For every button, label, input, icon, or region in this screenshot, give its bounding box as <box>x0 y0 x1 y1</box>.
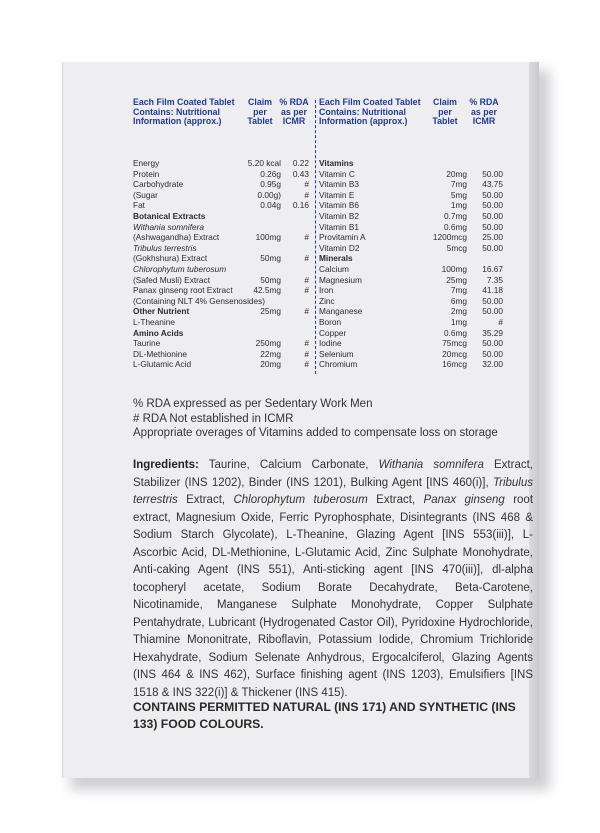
claim-value: 20mg <box>260 359 281 370</box>
note-rda-basis: % RDA expressed as per Sedentary Work Men <box>133 398 373 410</box>
rda-value: 0.43 <box>292 168 309 179</box>
nutrient-name: Chromium <box>319 359 358 370</box>
rda-value <box>281 211 309 222</box>
table-row <box>319 200 503 211</box>
claim-value: 75mcg <box>442 338 467 349</box>
claim-value: 25mg <box>446 274 467 285</box>
nutrient-name: Copper <box>319 327 347 338</box>
claim-value: 0.26g <box>260 168 281 179</box>
claim-value: 250mg <box>255 338 281 349</box>
claim-value: 0.6mg <box>443 221 467 232</box>
rda-notes <box>133 397 533 441</box>
claim-value: 22mg <box>260 348 281 359</box>
table-row <box>319 190 503 201</box>
header-rda: % RDA as per ICMR <box>279 97 309 127</box>
header-nutrient: Each Film Coated Tablet Contains: Nutritional Information (approx.) <box>133 97 235 127</box>
claim-value: 100mg <box>441 263 467 274</box>
table-row <box>133 190 309 201</box>
table-row <box>319 179 503 190</box>
table-row <box>133 285 309 296</box>
table-row <box>133 232 309 243</box>
table-row <box>133 338 309 349</box>
nutrient-name: Provitamin A <box>319 232 366 243</box>
rda-value: 50.00 <box>482 242 503 253</box>
table-row <box>133 264 309 275</box>
rda-value: # <box>304 338 309 349</box>
claim-value <box>237 317 281 328</box>
ingredients-label: Ingredients: <box>133 459 199 471</box>
table-row <box>319 243 503 254</box>
nutrient-name: Protein <box>133 168 160 179</box>
rda-value: 7.35 <box>486 274 503 285</box>
claim-value: 16mcg <box>442 359 467 370</box>
note-overages: Appropriate overages of Vitamins added to compensate loss on storage <box>133 427 498 439</box>
column-divider <box>315 100 316 374</box>
table-row <box>319 306 503 317</box>
rda-value <box>467 253 503 264</box>
rda-value <box>281 328 309 339</box>
nutrient-name: Energy <box>133 158 160 168</box>
header-claim: Claim per Tablet <box>247 97 273 127</box>
table-row <box>133 158 309 169</box>
rda-value: # <box>498 316 503 327</box>
nutrient-name: Vitamin B3 <box>319 179 359 190</box>
claim-value <box>237 243 281 254</box>
botanical-name: Tribulus terrestris <box>133 476 533 506</box>
claim-value: 0.04g <box>260 200 281 211</box>
note-rda-not-established: # RDA Not established in ICMR <box>133 412 294 425</box>
table-row <box>319 285 503 296</box>
claim-value: 0.95g <box>260 179 281 190</box>
table-row <box>319 169 503 180</box>
table-row <box>319 222 503 233</box>
claim-value: 100mg <box>255 232 281 243</box>
nutrient-name: Chlorophytum tuberosum <box>133 263 227 274</box>
rda-value: 50.00 <box>482 189 503 200</box>
rda-value <box>467 158 503 169</box>
rda-value: 50.00 <box>482 221 503 232</box>
rda-value <box>292 296 309 307</box>
nutrient-name: Vitamin D2 <box>319 242 360 253</box>
table-row <box>319 359 503 370</box>
nutrient-name: (Containing NLT 4% Gensenosides) <box>133 295 266 306</box>
nutrient-name: Withania somnifera <box>133 221 204 232</box>
table-row <box>133 275 309 286</box>
table-row <box>319 338 503 349</box>
table-row <box>133 306 309 317</box>
rda-value: 16.67 <box>482 263 503 274</box>
rda-value: 50.00 <box>482 295 503 306</box>
table-row <box>133 359 309 370</box>
table-row <box>319 158 503 169</box>
claim-value: 6mg <box>450 295 467 306</box>
rda-value: 50.00 <box>482 200 503 211</box>
rda-value <box>281 243 309 254</box>
rda-value: 32.00 <box>482 359 503 370</box>
header-rda: % RDA as per ICMR <box>469 97 499 127</box>
nutrient-name: Zinc <box>319 295 335 306</box>
rda-value: 50.00 <box>482 338 503 349</box>
product-box-panel <box>62 62 539 778</box>
rda-value: # <box>304 189 309 200</box>
table-row <box>319 317 503 328</box>
rda-value: 41.18 <box>482 285 503 296</box>
nutrient-name: L-Glutamic Acid <box>133 359 192 370</box>
rda-value: # <box>304 253 309 264</box>
rda-value <box>281 264 309 275</box>
botanical-name: Chlorophytum tuberosum <box>233 494 368 506</box>
nutrient-name: Fat <box>133 200 145 211</box>
rda-value: # <box>304 232 309 243</box>
table-row <box>133 169 309 180</box>
rda-value <box>281 222 309 233</box>
nutrient-name: Minerals <box>319 253 353 264</box>
table-row <box>319 296 503 307</box>
claim-value: 0.6mg <box>443 327 467 338</box>
nutrition-column-left <box>133 98 309 370</box>
nutrient-name: Selenium <box>319 348 354 359</box>
claim-value <box>237 222 281 233</box>
nutrient-name: Vitamin E <box>319 189 355 200</box>
nutrient-name: L-Theanine <box>133 316 175 327</box>
nutrient-name: Iron <box>319 285 334 296</box>
nutrient-name: Vitamin B6 <box>319 200 359 211</box>
rda-value: # <box>304 274 309 285</box>
botanical-name: Withania somnifera <box>378 459 484 471</box>
claim-value: 25mg <box>260 306 281 317</box>
claim-value: 5mcg <box>446 242 467 253</box>
rda-value <box>281 317 309 328</box>
nutrient-name: Manganese <box>319 306 363 317</box>
botanical-name: Panax ginseng <box>423 494 505 506</box>
rda-value: 0.22 <box>292 158 309 168</box>
rda-value: 50.00 <box>482 306 503 317</box>
claim-value: 0.00g) <box>257 189 281 200</box>
nutrient-name: (Safed Musli) Extract <box>133 274 210 285</box>
nutrient-name: Amino Acids <box>133 327 184 338</box>
nutrient-name: (Gokhshura) Extract <box>133 253 208 264</box>
claim-value: 1mg <box>450 200 467 211</box>
nutrient-name: Tribulus terrestris <box>133 242 197 253</box>
rda-value: 25.00 <box>482 232 503 243</box>
claim-value: 50mg <box>260 253 281 264</box>
claim-value: 2mg <box>450 306 467 317</box>
table-header <box>133 98 309 158</box>
ingredients-paragraph <box>133 457 533 702</box>
nutrient-name: Vitamin B1 <box>319 221 359 232</box>
table-row <box>133 179 309 190</box>
table-row <box>133 349 309 360</box>
claim-value <box>265 296 292 307</box>
nutrient-name: Panax ginseng root Extract <box>133 285 233 296</box>
rda-value: # <box>304 179 309 190</box>
nutrient-name: Vitamin B2 <box>319 210 359 221</box>
nutrient-name: Botanical Extracts <box>133 210 206 221</box>
claim-value <box>427 253 467 264</box>
nutrient-name: Vitamin C <box>319 168 355 179</box>
rda-value: 43.75 <box>482 179 503 190</box>
claim-value: 20mg <box>446 168 467 179</box>
claim-value <box>237 328 281 339</box>
rda-value: 50.00 <box>482 348 503 359</box>
claim-value <box>237 211 281 222</box>
nutrient-name: Taurine <box>133 338 161 349</box>
ingredient-text-segment: Taurine, Calcium Carbonate, <box>198 459 379 471</box>
claim-value: 42.5mg <box>253 285 281 296</box>
table-row <box>319 328 503 339</box>
rda-value: 50.00 <box>482 210 503 221</box>
rda-value: 35.29 <box>482 327 503 338</box>
header-claim: Claim per Tablet <box>432 97 458 127</box>
table-header <box>319 98 503 158</box>
nutrient-name: Vitamins <box>319 158 354 168</box>
nutrient-name: Calcium <box>319 263 349 274</box>
claim-value: 1mg <box>450 316 467 327</box>
table-row <box>133 200 309 211</box>
nutrient-name: Other Nutrient <box>133 306 190 317</box>
rda-value: # <box>304 348 309 359</box>
table-row <box>319 232 503 243</box>
header-nutrient: Each Film Coated Tablet Contains: Nutritional Information (approx.) <box>319 97 421 127</box>
nutrient-name: (Ashwagandha) Extract <box>133 232 220 243</box>
nutrient-name: Magnesium <box>319 274 362 285</box>
claim-value <box>237 264 281 275</box>
claim-value: 7mg <box>450 179 467 190</box>
ingredient-text-segment: Extract, <box>177 494 234 506</box>
nutrient-name: Iodine <box>319 338 342 349</box>
claim-value: 20mcg <box>442 348 467 359</box>
rda-value: 50.00 <box>482 168 503 179</box>
table-row <box>133 328 309 339</box>
food-colours-statement: CONTAINS PERMITTED NATURAL (INS 171) AND SYNTHETIC (INS 133) FOOD COLOURS. <box>133 700 516 731</box>
table-row <box>319 275 503 286</box>
rda-value: 0.16 <box>292 200 309 211</box>
right-rows <box>319 158 503 370</box>
claim-value: 0.7mg <box>443 210 467 221</box>
table-row <box>319 264 503 275</box>
claim-value: 1200mcg <box>432 232 467 243</box>
claim-value: 5.20 kcal <box>247 158 281 168</box>
ingredient-text-segment: Extract, Stabilizer (INS 1202), Binder (INS 1201), Bulking Agent [INS 460(i)], <box>133 459 533 489</box>
claim-value <box>427 158 467 169</box>
table-row <box>133 211 309 222</box>
rda-value: # <box>304 359 309 370</box>
claim-value: 50mg <box>260 274 281 285</box>
ingredients-text <box>133 459 533 699</box>
claim-value: 7mg <box>450 285 467 296</box>
table-row <box>133 243 309 254</box>
table-row <box>133 253 309 264</box>
table-row <box>319 349 503 360</box>
rda-value: # <box>304 285 309 296</box>
table-row <box>319 253 503 264</box>
table-row <box>319 211 503 222</box>
nutrient-name: Boron <box>319 316 342 327</box>
table-row <box>133 296 309 307</box>
nutrient-name: Carbohydrate <box>133 179 184 190</box>
table-row <box>133 222 309 233</box>
nutrient-name: (Sugar <box>133 189 158 200</box>
nutrition-column-right <box>319 98 503 370</box>
table-row <box>133 317 309 328</box>
claim-value: 5mg <box>450 189 467 200</box>
ingredient-text-segment: root extract, Magnesium Oxide, Ferric Pyrophosphate, Disintegrants (INS 468 & Sodium Starch Glycolate), L-Theanine, Glazing Agent [INS 553(iii)], L-Ascorbic Acid, DL-Methionine, L-Glutamic Acid, Zinc Sulphate Monohydrate, Anti-caking Agent (INS 551), Anti-sticking agent [INS 470(iii)], dl-alpha tocopheryl acetate, Sodium Borate Decahydrate, Beta-Carotene, Nicotinamide, Manganese Sulphate Monohydrate, Copper Sulphate Pentahydrate, Lubricant (Hydrogenated Castor Oil), Pyridoxine Hydrochloride, Thiamine Mononitrate, Riboflavin, Potassium Iodide, Chromium Trichloride Hexahydrate, Sodium Selenate Anhydrous, Ergocalciferol, Glazing Agents (INS 464 & INS 462), Surface finishing agent (INS 1203), Emulsifiers [INS 1518 & INS 322(i)] & Thickener (INS 415). <box>133 494 534 699</box>
ingredient-text-segment: Extract, <box>367 494 424 506</box>
nutrient-name: DL-Methionine <box>133 348 187 359</box>
rda-value: # <box>304 306 309 317</box>
left-rows <box>133 158 309 370</box>
